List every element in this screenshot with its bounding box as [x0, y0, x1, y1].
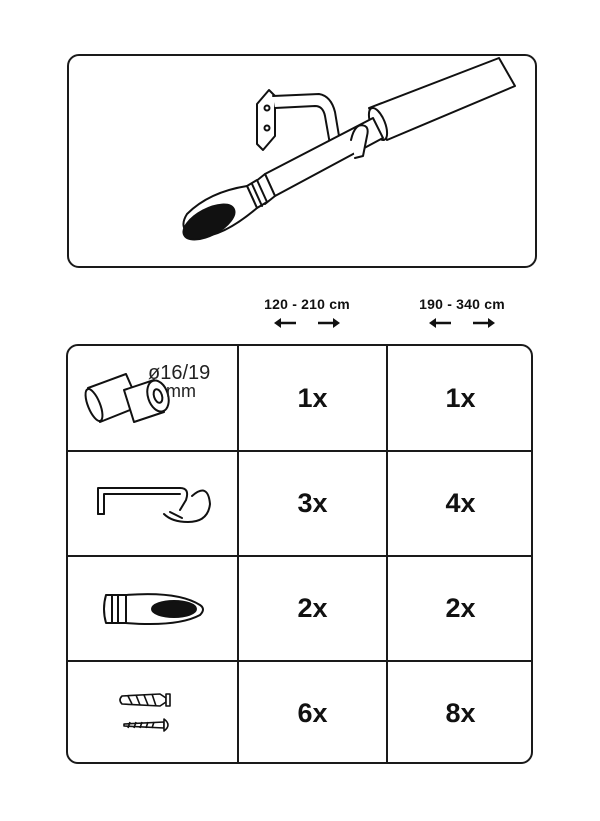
count-cell: 1x: [297, 382, 328, 413]
length-range-large: [392, 296, 532, 330]
diameter-value: ø16/19: [148, 362, 211, 384]
count-cell: 2x: [297, 593, 328, 623]
length-range-label: 120 - 210 cm: [264, 296, 350, 312]
screw-and-dowel-icon: [68, 662, 238, 764]
count-cell: 3x: [297, 488, 328, 518]
table-row-icon: [68, 662, 238, 764]
product-illustration-panel: [67, 54, 537, 268]
wall-bracket-icon: [68, 452, 238, 555]
extend-arrows-icon: [427, 316, 497, 330]
length-range-label: 190 - 340 cm: [419, 296, 505, 312]
count-cell: 6x: [297, 697, 328, 728]
extend-arrows-icon: [272, 316, 342, 330]
diameter-label: [148, 364, 210, 400]
count-cell: 4x: [445, 488, 476, 518]
table-row-icon: [68, 346, 238, 450]
count-cell: 8x: [445, 697, 476, 728]
diameter-unit: mm: [166, 381, 196, 401]
table-row-icon: [68, 452, 238, 555]
table-row-icon: [68, 557, 238, 660]
length-range-small: [237, 296, 377, 330]
parts-table: [66, 344, 533, 764]
count-cell: 2x: [445, 593, 476, 623]
curtain-rod-illustration: [69, 56, 539, 270]
count-cell: 1x: [445, 382, 476, 413]
finial-icon: [68, 557, 238, 660]
